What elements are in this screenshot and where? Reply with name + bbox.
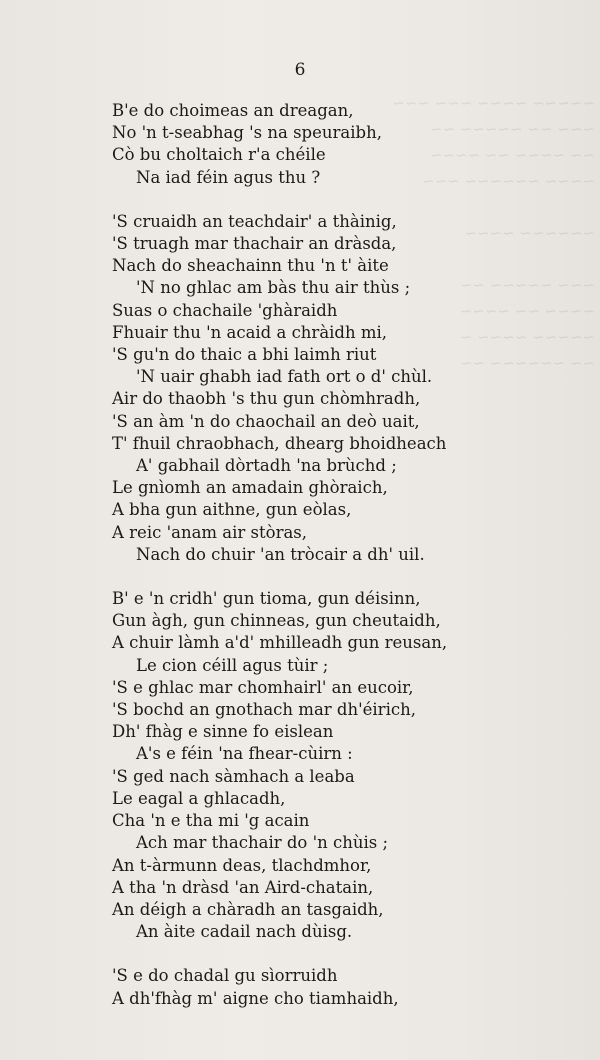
poem-line: 'S e ghlac mar chomhairl' an eucoir,: [112, 677, 414, 697]
poem-line: A reic 'anam air stòras,: [112, 522, 308, 542]
poem-line: Gun àgh, gun chinneas, gun cheutaidh,: [112, 611, 441, 631]
poem-line: Le gnìomh an amadain ghòraich,: [112, 478, 388, 498]
poem-line: 'S ged nach sàmhach a leaba: [112, 766, 355, 786]
bleed-through-text: ~~~~~ ~~~~ ~~~ ~~~ ~~~ ~~ ~~~~~ ~~ ~~ ~~~~ ~~ ~~~~ ~~~~ ~~~~~~ ~~~ ~~~~~~ ~~~~ ~~~ ~~~~~ ~~ ~~~~ ~~ ~~~~ ~~~~~ ~~~~ ~ ~~ ~~~~~~ ~~: [392, 94, 595, 372]
poem-line: 'N uair ghabh iad fath ort o d' chùl.: [136, 367, 433, 387]
poem-line: Air do thaobh 's thu gun chòmhradh,: [112, 389, 421, 409]
poem-line: Cò bu choltaich r'a chéile: [112, 145, 326, 165]
poem-line: Dh' fhàg e sinne fo eislean: [112, 722, 334, 742]
stanza: [112, 100, 532, 189]
poem-line: T' fhuil chraobhach, dhearg bhoidheach: [112, 433, 447, 453]
poem-line: A tha 'n dràsd 'an Aird-chatain,: [112, 877, 374, 897]
poem-line: 'S bochd an gnothach mar dh'éirich,: [112, 700, 416, 720]
poem-line: A' gabhail dòrtadh 'na brùchd ;: [136, 456, 397, 476]
poem-line: An t-àrmunn deas, tlachdmhor,: [112, 855, 372, 875]
poem-line: Nach do chuir 'an tròcair a dh' uil.: [136, 544, 425, 564]
poem-text: [112, 100, 532, 1032]
stanza: [112, 588, 532, 943]
stanza: [112, 211, 532, 566]
poem-line: 'S cruaidh an teachdair' a thàinig,: [112, 211, 397, 231]
poem-line: A bha gun aithne, gun eòlas,: [112, 500, 352, 520]
page-number: 6: [294, 60, 306, 80]
poem-line: Cha 'n e tha mi 'g acain: [112, 811, 310, 831]
poem-line: 'S an àm 'n do chaochail an deò uait,: [112, 411, 420, 431]
poem-line: Na iad féin agus thu ?: [136, 167, 321, 187]
poem-line: A's e féin 'na fhear-cùirn :: [136, 744, 353, 764]
poem-line: An déigh a chàradh an tasgaidh,: [112, 899, 384, 919]
poem-line: 'S e do chadal gu sìorruidh: [112, 966, 338, 986]
poem-line: Suas o chachaile 'ghàraidh: [112, 300, 338, 320]
poem-line: 'N no ghlac am bàs thu air thùs ;: [136, 278, 411, 298]
poem-line: Le cion céill agus tùir ;: [136, 655, 329, 675]
poem-line: An àite cadail nach dùisg.: [136, 922, 353, 942]
stanza: [112, 965, 532, 1009]
poem-line: Nach do sheachainn thu 'n t' àite: [112, 256, 389, 276]
poem-line: Ach mar thachair do 'n chùis ;: [136, 833, 389, 853]
poem-line: A dh'fhàg m' aigne cho tiamhaidh,: [112, 988, 399, 1008]
poem-line: Fhuair thu 'n acaid a chràidh mi,: [112, 322, 388, 342]
poem-line: B' e 'n cridh' gun tioma, gun déisinn,: [112, 589, 421, 609]
poem-line: A chuir làmh a'd' mhilleadh gun reusan,: [112, 633, 448, 653]
poem-line: No 'n t-seabhag 's na speuraibh,: [112, 123, 382, 143]
poem-line: Le eagal a ghlacadh,: [112, 788, 286, 808]
poem-line: B'e do choimeas an dreagan,: [112, 101, 354, 120]
poem-line: 'S gu'n do thaic a bhi laimh riut: [112, 345, 377, 365]
poem-line: 'S truagh mar thachair an dràsda,: [112, 234, 397, 254]
